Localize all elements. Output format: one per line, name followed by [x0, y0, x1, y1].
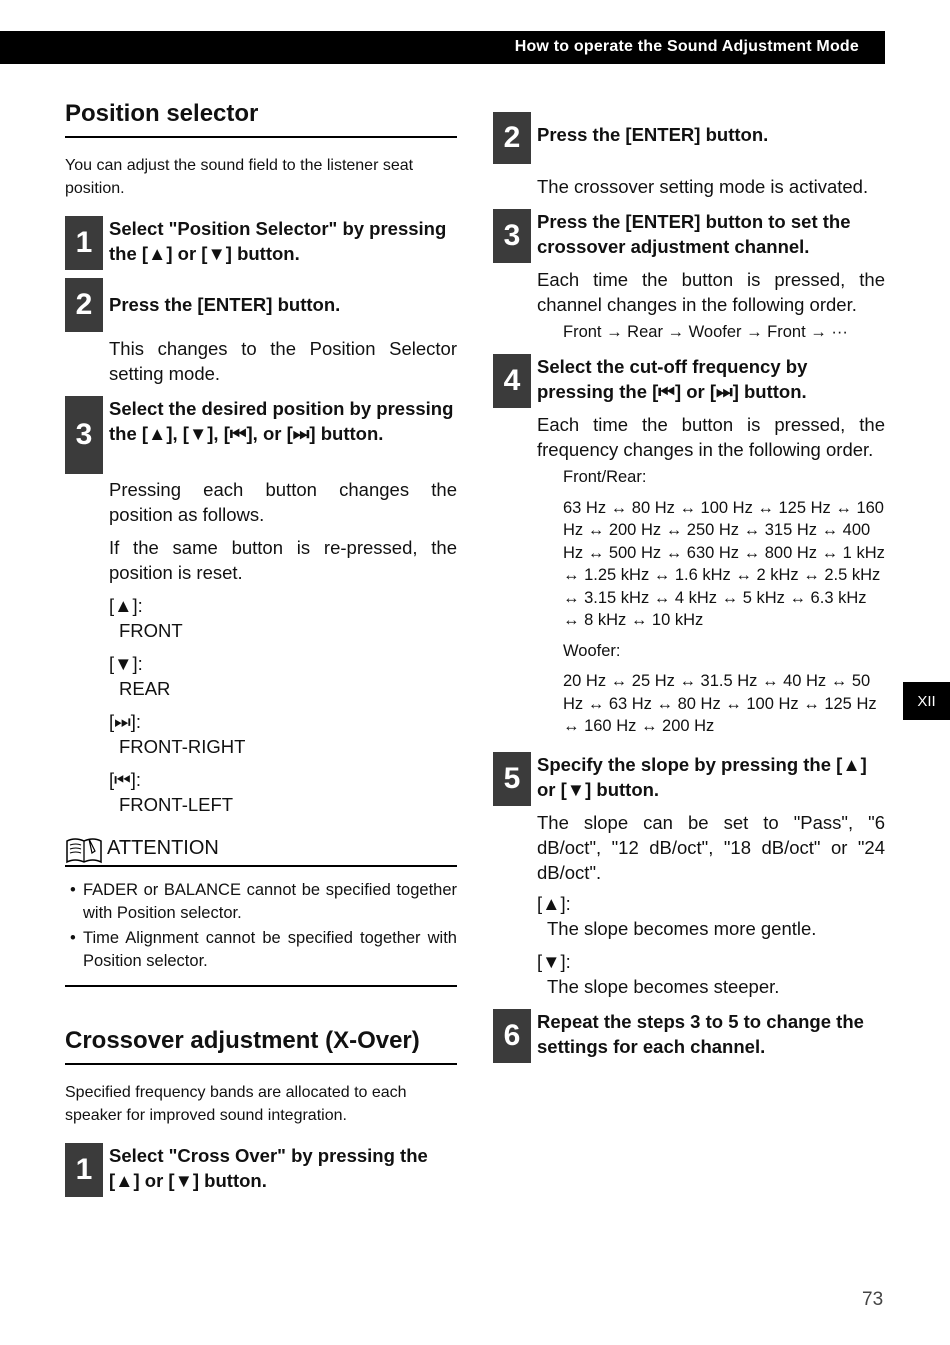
step-body: [109, 477, 457, 585]
attention-list: [65, 879, 457, 973]
step-3: [493, 209, 885, 342]
key-value: REAR: [119, 678, 171, 699]
frequency-values: 63 Hz ↔ 80 Hz ↔ 100 Hz ↔ 125 Hz ↔ 160 Hz ↔ 200 Hz ↔ 250 Hz ↔ 315 Hz ↔ 400 Hz ↔ 500 Hz ↔ 630 Hz ↔ 800 Hz ↔ 1 kHz ↔ 1.25 kHz ↔ 1.6 kHz ↔ 2 kHz ↔ 2.5 kHz ↔ 3.15 kHz ↔ 4 kHz ↔ 5 kHz ↔ 6.3 kHz ↔ 8 kHz ↔ 10 kHz: [563, 498, 885, 629]
key-label: [▼]:: [537, 950, 571, 972]
key-label: [▲]:: [537, 892, 571, 914]
step-title: Select "Position Selector" by pressing the [▲] or [▼] button.: [109, 218, 447, 264]
section-intro: Specified frequency bands are allocated to each speaker for improved sound integration.: [65, 1084, 407, 1124]
attention-header: [65, 833, 457, 867]
divider: [65, 985, 457, 987]
attention-item: • FADER or BALANCE cannot be specified together with Position selector.: [65, 879, 457, 925]
key-list: [109, 593, 457, 817]
step-number: 2: [65, 278, 103, 332]
step-6: [493, 1009, 885, 1061]
book-icon: [65, 835, 103, 871]
channel-order: Front → Rear → Woofer → Front → ···: [563, 323, 848, 341]
section-title-position-selector: Position selector: [65, 100, 457, 138]
step-body-paragraph: Pressing each button changes the position as follows.: [109, 479, 457, 525]
frequency-label: Woofer:: [563, 641, 621, 660]
attention-label: ATTENTION: [107, 837, 219, 859]
chapter-tab: XII: [903, 682, 950, 720]
key-label: [⏮]:: [109, 769, 142, 790]
left-column: [65, 100, 457, 1205]
step-title: Select the cut-off frequency by pressing the [⏮] or [⏭] button.: [537, 356, 808, 402]
key-value: The slope becomes steeper.: [547, 975, 780, 997]
step-title: Select the desired position by pressing the [▲], [▼], [⏮], or [⏭] button.: [109, 398, 454, 444]
key-value: FRONT-RIGHT: [119, 736, 246, 757]
step-title: Press the [ENTER] button.: [109, 293, 341, 315]
step-body-paragraph: If the same button is re-pressed, the position is reset.: [109, 537, 457, 583]
step-2: [65, 278, 457, 386]
step-body: The crossover setting mode is activated.: [537, 176, 869, 197]
key-value: The slope becomes more gentle.: [547, 917, 817, 939]
step-2: [493, 112, 885, 199]
step-3: [65, 396, 457, 817]
key-label: [▼]:: [109, 653, 143, 674]
step-number: 5: [493, 752, 531, 806]
page-number: 73: [862, 1289, 884, 1310]
attention-item: • Time Alignment cannot be specified together with Position selector.: [65, 927, 457, 973]
key-list: [537, 891, 885, 999]
key-label: [▲]:: [109, 595, 143, 616]
right-column: [493, 112, 885, 1071]
step-1: [65, 1143, 457, 1195]
step-number: 3: [65, 396, 103, 474]
step-body: This changes to the Position Selector setting mode.: [109, 338, 457, 384]
step-number: 1: [65, 1143, 103, 1197]
frequency-label: Front/Rear:: [563, 468, 647, 486]
step-number: 3: [493, 209, 531, 263]
step-4: [493, 354, 885, 738]
step-title: Press the [ENTER] button to set the crossover adjustment channel.: [537, 211, 851, 257]
key-value: FRONT-LEFT: [119, 794, 234, 815]
frequency-values: 20 Hz ↔ 25 Hz ↔ 31.5 Hz ↔ 40 Hz ↔ 50 Hz ↔ 63 Hz ↔ 80 Hz ↔ 100 Hz ↔ 125 Hz ↔ 160 Hz ↔ 200 Hz: [563, 672, 877, 735]
key-label: [⏭]:: [109, 711, 142, 732]
step-number: 4: [493, 354, 531, 408]
step-1: [65, 216, 457, 268]
step-5: [493, 752, 885, 999]
step-body: The slope can be set to "Pass", "6 dB/oct", "12 dB/oct", "18 dB/oct" or "24 dB/oct".: [537, 811, 885, 883]
frequency-lists: [563, 466, 885, 738]
step-body: Each time the button is pressed, the frequency changes in the following order.: [537, 414, 885, 460]
step-title: Press the [ENTER] button.: [537, 124, 769, 145]
page-header-bar: [0, 31, 885, 64]
step-number: 2: [493, 112, 531, 164]
step-number: 6: [493, 1009, 531, 1063]
step-body: Each time the button is pressed, the channel changes in the following order.: [537, 269, 885, 315]
section-intro: You can adjust the sound field to the listener seat position.: [65, 157, 414, 197]
section-title-crossover: Crossover adjustment (X-Over): [65, 1027, 457, 1065]
step-title: Specify the slope by pressing the [▲] or [▼] button.: [537, 753, 867, 800]
step-title: Repeat the steps 3 to 5 to change the settings for each channel.: [537, 1010, 864, 1057]
key-value: FRONT: [119, 620, 183, 641]
step-title: Select "Cross Over" by pressing the [▲] or [▼] button.: [109, 1145, 428, 1191]
header-title: How to operate the Sound Adjustment Mode: [514, 38, 859, 55]
step-number: 1: [65, 216, 103, 270]
